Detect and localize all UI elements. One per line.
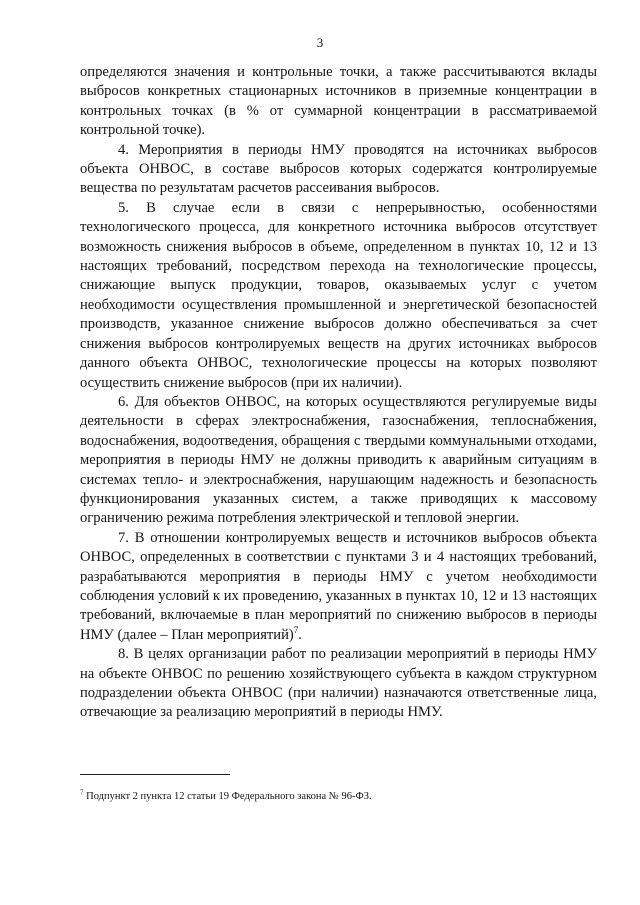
paragraph-7 — [80, 529, 597, 645]
paragraph-8: 8. В целях организации работ по реализации мероприятий в периоды НМУ на объекте ОНВОС по решению хозяйствующего субъекта в каждом структурном подразделении объекта ОНВОС (при наличии) назначаются ответственные лица, отвечающие за реализацию мероприятий в периоды НМУ. — [80, 646, 597, 721]
footnote-text: Подпункт 2 пункта 12 статьи 19 Федерального закона № 96-ФЗ. — [83, 791, 372, 802]
footnote-divider — [80, 774, 230, 775]
paragraph-7-end: . — [298, 626, 302, 643]
paragraph-continuation: определяются значения и контрольные точки, а также рассчитываются вклады выбросов конкретных стационарных источников в приземные концентрации в контрольных точках (в % от суммарной концентрации в рассматриваемой контрольной точке). — [80, 64, 597, 139]
paragraph-6: 6. Для объектов ОНВОС, на которых осуществляются регулируемые виды деятельности в сферах электроснабжения, газоснабжения, теплоснабжения, водоснабжения, водоотведения, обращения с твердыми коммунальными отходами, мероприятия в периоды НМУ не должны приводить к аварийным ситуациям в системах тепло- и электроснабжения, нарушающим надежность и безопасность функционирования указанных систем, а также приводящих к массовому ограничению режима потребления электрической и тепловой энергии. — [80, 393, 597, 527]
paragraph-5: 5. В случае если в связи с непрерывностью, особенностями технологического процесса, для конкретного источника выбросов отсутствует возможность снижения выбросов в объеме, определенном в пунктах 10, 12 и 13 настоящих требований, посредством перехода на технологические процессы, снижающие выпуск продукции, товаров, оказываемых услуг с учетом необходимости осуществления промышленной и энергетической безопасностей производств, указанное снижение выбросов должно обеспечиваться за счет снижения выбросов контролируемых веществ на других источниках выбросов данного объекта ОНВОС, технологические процессы на которых позволяют осуществить снижение выбросов (при их наличии). — [80, 199, 597, 391]
footnote-marker: 7 — [80, 788, 84, 797]
body-text — [80, 63, 597, 723]
paragraph-4: 4. Мероприятия в периоды НМУ проводятся на источниках выбросов объекта ОНВОС, в составе выбросов которых содержатся контролируемые вещества по результатам расчетов рассеивания выбросов. — [80, 141, 597, 197]
page-number: 3 — [316, 35, 324, 50]
footnote — [80, 788, 372, 802]
paragraph-7-text: 7. В отношении контролируемых веществ и источников выбросов объекта ОНВОС, определенных в соответствии с пунктами 3 и 4 настоящих требований, разрабатываются мероприятия в периоды НМУ с учетом необходимости соблюдения условий к их проведению, указанных в пунктах 10, 12 и 13 настоящих требований, включаемые в план мероприятий по снижению выбросов в периоды НМУ (далее – План мероприятий) — [80, 529, 597, 643]
footnote-reference: 7 — [293, 624, 299, 635]
